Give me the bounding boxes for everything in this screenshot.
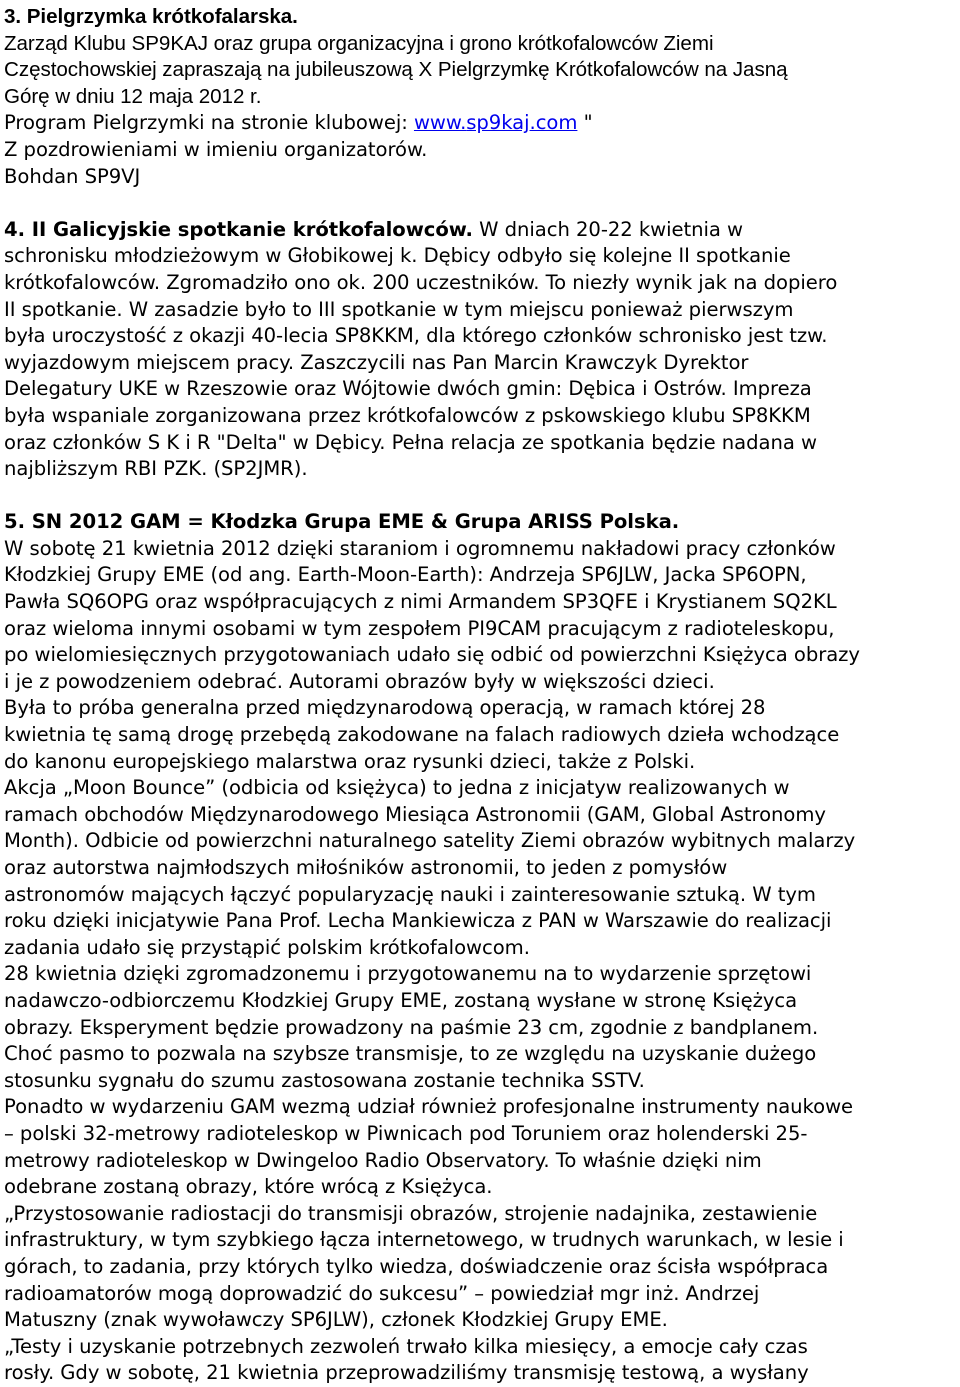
section-4-line-8: była wspaniale zorganizowana przez krótkofalowców z pskowskiego klubu SP8KKM	[4, 403, 811, 427]
section-5-line: rosły. Gdy w sobotę, 21 kwietnia przeprowadziliśmy transmisję testową, a wysłany	[4, 1361, 809, 1385]
section-3-heading: 3. Pielgrzymka krótkofalarska.	[4, 5, 298, 28]
section-5-line: „Przystosowanie radiostacji do transmisji obrazów, strojenie nadajnika, zestawienie	[4, 1201, 818, 1225]
section-5-line: 28 kwietnia dzięki zgromadzonemu i przygotowanemu na to wydarzenie sprzętowi	[4, 962, 812, 986]
section-5-line: roku dzięki inicjatywie Pana Prof. Lecha Mankiewicza z PAN w Warszawie do realizacji	[4, 909, 832, 933]
section-5-line: metrowy radioteleskop w Dwingeloo Radio Observatory. To właśnie dzięki nim	[4, 1148, 762, 1172]
section-5-line: Kłodzkiej Grupy EME (od ang. Earth-Moon-Earth): Andrzeja SP6JLW, Jacka SP6OPN,	[4, 563, 807, 587]
link-www: www.	[413, 111, 467, 135]
section-5-line: radioamatorów mogą doprowadzić do sukcesu” – powiedział mgr inż. Andrzej	[4, 1281, 760, 1305]
section-3-line-1: Zarząd Klubu SP9KAJ oraz grupa organizacyjna i grono krótkofalowców Ziemi	[4, 31, 714, 55]
section-5-line: Choć pasmo to pozwala na szybsze transmisje, to ze względu na uzyskanie dużego	[4, 1042, 817, 1066]
program-suffix: "	[577, 111, 593, 135]
section-4-line-6: wyjazdowym miejscem pracy. Zaszczycili nas Pan Marcin Krawczyk Dyrektor	[4, 350, 749, 374]
section-5-line: i je z powodzeniem odebrać. Autorami obrazów były w większości dzieci.	[4, 669, 715, 693]
section-4-line-10: najbliższym RBI PZK. (SP2JMR).	[4, 457, 308, 481]
section-5-line: oraz wieloma innymi osobami w tym zespołem PI9CAM pracującym z radioteleskopu,	[4, 616, 835, 640]
section-5-line: górach, to zadania, przy których tylko wiedza, doświadczenie oraz ścisła współpraca	[4, 1254, 829, 1278]
section-5-line: Akcja „Moon Bounce” (odbicia od księżyca) to jedna z inicjatyw realizowanych w	[4, 776, 790, 800]
section-4-line-2: schronisku młodzieżowym w Głobikowej k. Dębicy odbyło się kolejne II spotkanie	[4, 244, 791, 268]
section-3	[4, 4, 954, 190]
section-4-line-9: oraz członków S K i R "Delta" w Dębicy. Pełna relacja ze spotkania będzie nadana w	[4, 430, 817, 454]
section-5-heading: 5. SN 2012 GAM = Kłodzka Grupa EME & Grupa ARISS Polska.	[4, 510, 680, 534]
section-4-line-4: II spotkanie. W zasadzie było to III spotkanie w tym miejscu ponieważ pierwszym	[4, 297, 794, 321]
section-4	[4, 217, 954, 483]
section-5-line: W sobotę 21 kwietnia 2012 dzięki staraniom i ogromnemu nakładowi pracy członków	[4, 536, 836, 560]
section-5-line: oraz autorstwa najmłodszych miłośników astronomii, to jeden z pomysłów	[4, 856, 728, 879]
section-3-signature: Bohdan SP9VJ	[4, 164, 141, 188]
section-5-line: Matuszny (znak wywoławczy SP6JLW), członek Kłodzkiej Grupy EME.	[4, 1308, 668, 1332]
section-5-line: astronomów mających łączyć popularyzację nauki i zainteresowanie sztuką. W tym	[4, 882, 816, 906]
document-page	[4, 4, 954, 1387]
section-3-regards: Z pozdrowieniami w imieniu organizatorów.	[4, 137, 428, 161]
section-4-line-7: Delegatury UKE w Rzeszowie oraz Wójtowie dwóch gmin: Dębica i Ostrów. Impreza	[4, 377, 812, 401]
section-4-line-1-text: W dniach 20-22 kwietnia w	[472, 217, 744, 241]
program-prefix: Program Pielgrzymki na stronie klubowej:	[4, 111, 414, 135]
section-5-line: kwietnia tę samą drogę przebędą zakodowane na falach radiowych dzieła wchodzące	[4, 723, 840, 747]
section-4-line-5: była uroczystość z okazji 40-lecia SP8KKM, dla którego członków schronisko jest tzw.	[4, 324, 828, 348]
link-domain: sp9kaj	[466, 111, 530, 135]
spacer	[4, 190, 954, 217]
section-5-line: Była to próba generalna przed międzynarodową operacją, w ramach której 28	[4, 696, 766, 720]
section-5-line: do kanonu europejskiego malarstwa oraz rysunki dzieci, także z Polski.	[4, 749, 696, 773]
section-4-line-3: krótkofalowców. Zgromadziło ono ok. 200 uczestników. To niezły wynik jak na dopiero	[4, 270, 838, 294]
section-3-program-line	[4, 110, 954, 137]
section-4-heading: 4. II Galicyjskie spotkanie krótkofalowców.	[4, 217, 473, 241]
section-3-line-2: Częstochowskiej zapraszają na jubileuszową X Pielgrzymkę Krótkofalowców na Jasną	[4, 58, 788, 82]
section-5-line: zadania udało się przystąpić polskim krótkofalowcom.	[4, 935, 530, 959]
club-website-link[interactable]	[414, 111, 577, 134]
section-4-line-1	[4, 217, 954, 244]
section-5-line: stosunku sygnału do szumu zastosowana zostanie technika SSTV.	[4, 1068, 645, 1092]
spacer	[4, 483, 954, 510]
section-5-line: Month). Odbicie od powierzchni naturalnego satelity Ziemi obrazów wybitnych malarzy	[4, 829, 856, 853]
section-5-line: infrastruktury, w tym szybkiego łącza internetowego, w trudnych warunkach, w lesie i	[4, 1228, 844, 1252]
section-5-line: po wielomiesięcznych przygotowaniach udało się odbić od powierzchni Księżyca obrazy	[4, 643, 860, 667]
link-tld: .com	[529, 111, 578, 135]
section-5-line: „Testy i uzyskanie potrzebnych zezwoleń trwało kilka miesięcy, a emocje cały czas	[4, 1334, 808, 1358]
section-5-line: nadawczo-odbiorczemu Kłodzkiej Grupy EME, zostaną wysłane w stronę Księżyca	[4, 988, 798, 1012]
section-5-line: Ponadto w wydarzeniu GAM wezmą udział również profesjonalne instrumenty naukowe	[4, 1095, 854, 1119]
section-5-line: Pawła SQ6OPG oraz współpracujących z nimi Armandem SP3QFE i Krystianem SQ2KL	[4, 590, 837, 614]
section-5-line: odebrane zostaną obrazy, które wrócą z Księżyca.	[4, 1175, 493, 1199]
section-5-line: – polski 32-metrowy radioteleskop w Piwnicach pod Toruniem oraz holenderski 25-	[4, 1121, 808, 1145]
section-5-line: ramach obchodów Międzynarodowego Miesiąca Astronomii (GAM, Global Astronomy	[4, 802, 826, 826]
section-5	[4, 509, 954, 1387]
section-3-line-3: Górę w dniu 12 maja 2012 r.	[4, 84, 262, 108]
section-5-line: obrazy. Eksperyment będzie prowadzony na paśmie 23 cm, zgodnie z bandplanem.	[4, 1015, 819, 1039]
